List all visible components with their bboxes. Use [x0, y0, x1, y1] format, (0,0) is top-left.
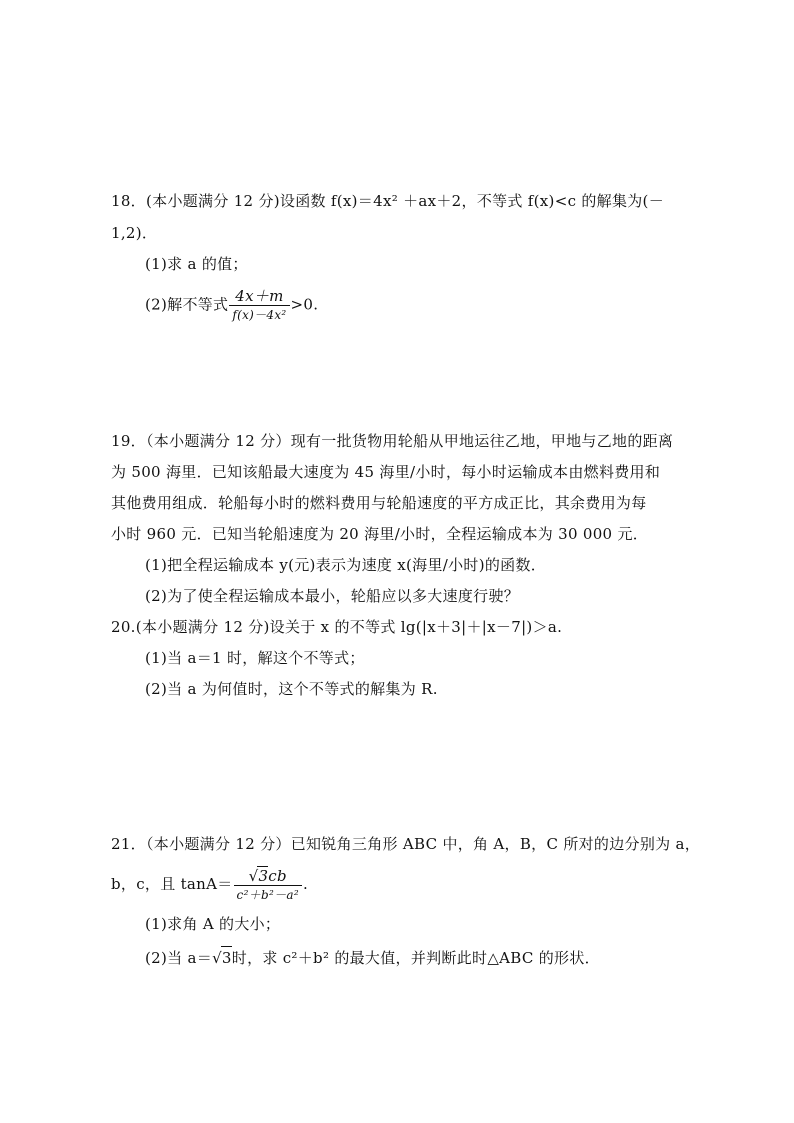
problem-18-fraction	[229, 287, 289, 324]
problem-21-fraction	[234, 866, 302, 904]
problem-19-line2: 为 500 海里．已知该船最大速度为 45 海里/小时，每小时运输成本由燃料费用和	[111, 463, 661, 481]
problem-19-line3: 其他费用组成．轮船每小时的燃料费用与轮船速度的平方成正比，其余费用为每	[111, 494, 647, 512]
fraction-numerator: 4x＋m	[229, 287, 289, 306]
problem-19-line4: 小时 960 元．已知当轮船速度为 20 海里/小时，全程运输成本为 30 000 元．	[111, 525, 649, 543]
problem-18-part2-suffix: >0.	[290, 295, 319, 314]
problem-18-part2	[145, 287, 318, 324]
problem-20-part1: (1)当 a＝1 时，解这个不等式；	[145, 649, 365, 667]
sqrt-radicand: 3	[258, 867, 269, 885]
fraction-numerator: √3cb	[234, 866, 302, 886]
problem-19-part2: (2)为了使全程运输成本最小，轮船应以多大速度行驶？	[145, 587, 520, 605]
problem-18-intro-line2: 1,2)．	[111, 224, 158, 242]
problem-18-intro-line1: 18．(本小题满分 12 分)设函数 f(x)＝4x² ＋ax＋2，不等式 f(x)<c 的解集为(－	[111, 192, 665, 210]
problem-21-line2-suffix: .	[302, 875, 309, 893]
problem-19-part1: (1)把全程运输成本 y(元)表示为速度 x(海里/小时)的函数．	[145, 556, 547, 574]
problem-21-line1: 21．（本小题满分 12 分）已知锐角三角形 ABC 中，角 A，B，C 所对的边分别为 a，	[111, 835, 701, 853]
problem-20-line1: 20.(本小题满分 12 分)设关于 x 的不等式 lg(|x＋3|＋|x－7|)＞a.	[111, 618, 563, 636]
problem-21-line2-prefix: b，c，且 tanA＝	[111, 875, 233, 893]
problem-21-part2-suffix: 时，求 c²＋b² 的最大值，并判断此时△ABC 的形状．	[231, 949, 600, 967]
problem-18-part1: (1)求 a 的值；	[145, 255, 248, 273]
problem-19-line1: 19．（本小题满分 12 分）现有一批货物用轮船从甲地运往乙地，甲地与乙地的距离	[111, 432, 674, 450]
fraction-denominator: f(x)－4x²	[232, 308, 287, 322]
problem-21-part1: (1)求角 A 的大小；	[145, 915, 281, 933]
problem-20-part2: (2)当 a 为何值时，这个不等式的解集为 R.	[145, 680, 438, 698]
sqrt-expression: √3	[212, 946, 232, 969]
problem-21-line2	[111, 866, 308, 904]
numerator-rest: cb	[268, 867, 287, 885]
fraction-denominator: c²＋b²－a²	[236, 888, 299, 902]
sqrt-radicand: 3	[221, 946, 232, 969]
problem-21-part2	[145, 946, 600, 969]
problem-18-part2-prefix: (2)解不等式	[145, 295, 229, 314]
problem-21-part2-prefix: (2)当 a＝	[145, 949, 213, 967]
